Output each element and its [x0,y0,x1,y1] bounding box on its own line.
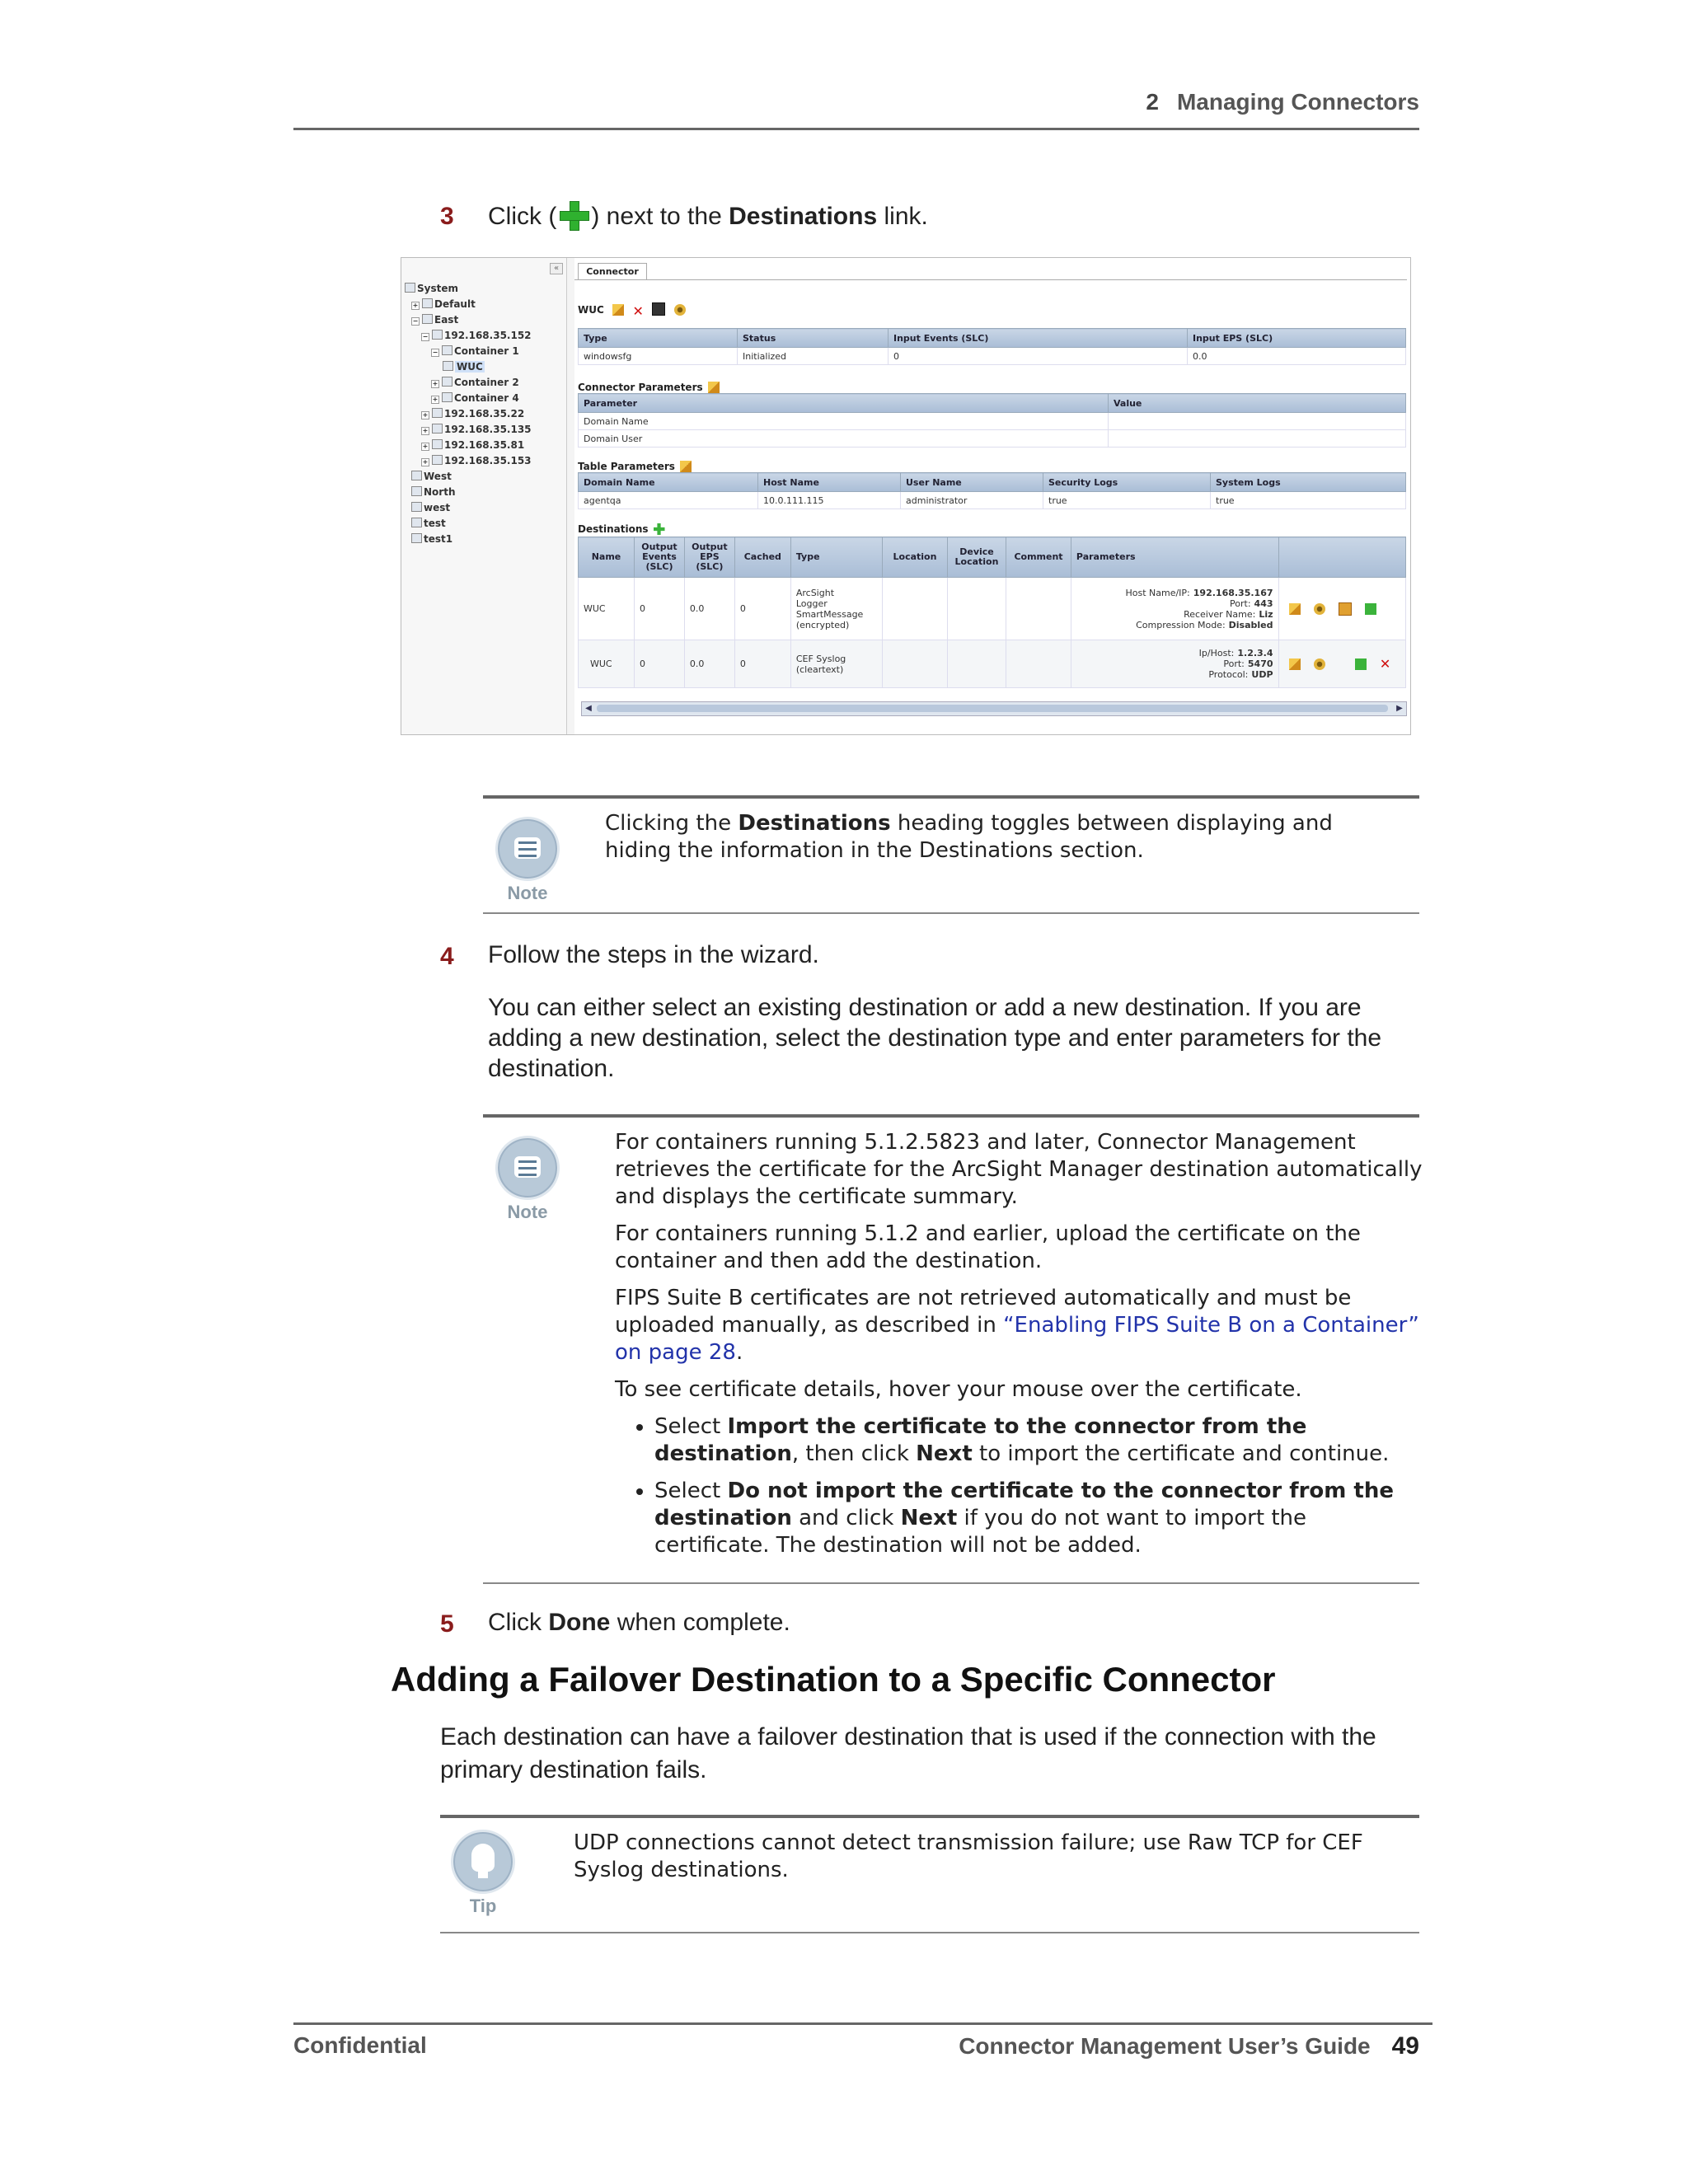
tip-label: Tip [469,1896,497,1916]
param-value: 5470 [1247,658,1273,669]
col-input-eps: Input EPS (SLC) [1188,329,1406,348]
hdr-line: Device [959,546,994,557]
destination-action-icon[interactable] [1355,658,1367,670]
collapse-icon[interactable]: − [422,333,429,340]
folder-icon [432,408,443,418]
tree-item[interactable] [421,424,532,435]
note-1-text [605,810,1396,865]
tree-item-label: North [424,486,456,498]
col-value: Value [1109,394,1406,413]
cell [883,640,948,688]
edit-icon[interactable] [612,304,624,316]
cell: Initialized [738,348,889,365]
connector-parameters-title: Connector Parameters [578,382,703,393]
type-line: CEF Syslog [795,653,846,664]
connector-screenshot [401,257,1411,735]
cell [947,640,1006,688]
cell: true [1043,492,1211,509]
col-output-events [635,537,685,578]
col-type: Type [790,537,882,578]
col-output-eps [684,537,734,578]
bullet-2-pre: Select [654,1479,721,1503]
tree-item-label: Container 1 [454,345,519,357]
folder-icon [443,361,453,371]
hdr-line: Location [954,556,999,567]
note-2-p4: To see certificate details, hover your mouse over the certificate. [615,1377,1302,1402]
cell: 0.0 [1188,348,1406,365]
cell: 10.0.111.115 [758,492,901,509]
tree-item-label: Default [434,298,476,310]
bullet-2-post: if you do not want to import the certificate. The destination will not be added. [654,1506,1306,1558]
hdr-line: Output [692,541,728,552]
param-key: Ip/Host: [1198,648,1235,658]
step-3-pre: Click ( [488,203,557,230]
tree-item[interactable] [405,283,458,294]
bullet-1-mid: , then click [791,1441,909,1466]
connector-parameters-table [578,393,1406,448]
footer-guide-title: Connector Management User’s Guide [959,2033,1371,2059]
tree-item-label: west [424,502,451,513]
table-parameters-table [578,472,1406,509]
table-row [579,413,1406,430]
folder-icon [432,424,443,434]
edit-destination-icon[interactable] [1289,603,1301,615]
tree-item[interactable] [411,298,476,310]
tree-item[interactable] [411,518,446,529]
col-user-name: User Name [901,473,1043,492]
footer-rule [293,2022,1432,2025]
table-parameters-title: Table Parameters [578,461,675,472]
cell-actions [1278,640,1405,688]
folder-icon [411,486,422,496]
bullet-2-mid: and click [799,1506,894,1530]
note-icon [495,817,560,904]
delete-icon[interactable]: ✕ [632,303,644,319]
step-3-end: link. [884,203,928,230]
cell-parameters [1071,640,1278,688]
note-2-p3 [615,1285,1423,1366]
step-5-text [488,1609,790,1637]
type-line: ArcSight [795,587,835,598]
tree-item-label: Container 2 [454,377,519,388]
tree-item-label: 192.168.35.81 [444,439,525,451]
step-5-bold: Done [548,1609,611,1636]
folder-icon [411,502,422,512]
param-value: Disabled [1228,619,1273,630]
bullet-1-pre: Select [654,1414,721,1439]
tree-item-label: 192.168.35.152 [444,330,532,341]
hdr-line: Output [641,541,678,552]
table-row [579,430,1406,448]
param-value: 192.168.35.167 [1193,587,1273,598]
tab-divider [574,279,1407,280]
tree-item[interactable] [443,361,485,373]
collapse-icon[interactable]: − [432,349,438,356]
note-label: Note [507,883,548,903]
cell: 0 [889,348,1188,365]
step-3-bold: Destinations [729,203,878,230]
col-host-name: Host Name [758,473,901,492]
cell: 0 [734,578,790,640]
col-domain-name: Domain Name [579,473,758,492]
col-device-location [947,537,1006,578]
tree-item[interactable] [421,408,524,419]
param-value: 443 [1254,598,1273,609]
tree-item-label: test [424,518,446,529]
folder-icon [411,533,422,543]
tree-item[interactable] [411,502,450,513]
tree-item[interactable] [421,330,532,341]
bullet-2-bold: Do not import the certificate to the connector from the destination [654,1479,1394,1530]
col-status: Status [738,329,889,348]
section-heading: Adding a Failover Destination to a Specific Connector [391,1660,1276,1699]
param-key: Host Name/IP: [1125,587,1190,598]
cell-parameters [1071,578,1278,640]
bullet-1-next: Next [916,1441,973,1466]
note-1-post: heading toggles between displaying and hiding the information in the Destinations section. [605,811,1333,863]
step-4-number: 4 [440,943,454,970]
cell [947,578,1006,640]
col-name: Name [579,537,635,578]
page-number: 49 [1391,2032,1419,2060]
fips-suite-b-link[interactable]: “Enabling FIPS Suite B on a Container” on page 28 [615,1313,1419,1365]
tool-icon[interactable] [674,304,686,316]
cell [1006,578,1071,640]
col-type: Type [579,329,738,348]
col-comment: Comment [1006,537,1071,578]
cell-type [790,578,882,640]
table-row [579,348,1406,365]
list-item [654,1478,1423,1559]
step-4-paragraph: You can either select an existing destination or add a new destination. If you are adding a new destination, select the destination type and enter parameters for the destination. [488,994,1382,1082]
cell: 0 [635,640,685,688]
connector-pane [574,258,1410,734]
terminal-icon[interactable] [652,302,665,316]
cell: Domain Name [579,413,1109,430]
type-line: (encrypted) [795,619,850,630]
step-5-post: when complete. [617,1609,790,1636]
type-line: (cleartext) [795,663,844,675]
tip-icon [450,1830,516,1917]
tree-item[interactable] [411,486,455,498]
tree-item[interactable] [431,377,519,388]
add-plus-icon [560,201,588,229]
connector-parameters-heading [578,382,720,393]
col-parameter: Parameter [579,394,1109,413]
connector-name-row [578,302,686,317]
note-icon [495,1136,560,1223]
note-2-bullets [615,1413,1423,1559]
cell: 0.0 [684,578,734,640]
note-2-p1: For containers running 5.1.2.5823 and later, Connector Management retrieves the certificate for the ArcSight Manager destination automatically and displays the certificate summary. [615,1130,1423,1209]
tab-connector[interactable]: Connector [578,263,647,280]
param-key: Compression Mode: [1136,619,1226,630]
note-box-1 [483,795,1419,914]
tree-item-label: West [424,471,452,482]
footer-confidential: Confidential [293,2032,427,2058]
folder-icon [442,345,452,355]
folder-icon [405,283,415,293]
note-badge [495,1136,560,1200]
failover-icon[interactable] [1339,602,1352,616]
settings-gear-icon[interactable] [1314,603,1325,615]
param-key: Port: [1223,658,1245,669]
delete-destination-icon[interactable]: ✕ [1379,655,1391,672]
running-header [293,89,1419,115]
cell: administrator [901,492,1043,509]
cell: Domain User [579,430,1109,448]
cell: 0 [734,640,790,688]
hdr-line: Events [642,551,677,562]
folder-icon [432,439,443,449]
type-line: SmartMessage [795,608,864,620]
expand-icon[interactable]: + [432,396,438,403]
table-row [579,492,1406,509]
expand-icon[interactable]: + [422,427,429,434]
list-item [654,1413,1423,1468]
collapse-icon[interactable]: − [412,317,419,325]
cell [883,578,948,640]
header-rule [293,128,1419,130]
tree-item[interactable] [431,345,519,357]
tree-item-label: test1 [424,533,453,545]
param-value: 1.2.3.4 [1237,648,1273,658]
scroll-right-icon[interactable]: ▶ [1396,704,1403,713]
note-box-2 [483,1114,1423,1584]
note-badge [495,817,560,881]
destinations-table [578,537,1406,688]
hdr-line: (SLC) [696,561,724,572]
tree-item-label: WUC [457,361,483,373]
step-3-post: ) next to the [591,203,722,230]
param-value: Liz [1259,608,1273,620]
section-paragraph: Each destination can have a failover destination that is used if the connection with the primary destination fails. [440,1723,1376,1783]
tree-item-label: 192.168.35.153 [444,455,532,466]
table-row [579,578,1406,640]
cell: 0.0 [684,640,734,688]
destinations-heading[interactable] [578,523,665,535]
horizontal-scrollbar[interactable] [581,701,1407,716]
note-label: Note [507,1202,548,1222]
col-actions [1278,537,1405,578]
note-2-p3-post: . [735,1340,743,1365]
settings-gear-icon[interactable] [1314,658,1325,670]
col-input-events: Input Events (SLC) [889,329,1188,348]
navigation-tree [401,258,567,734]
folder-icon [442,392,452,402]
folder-icon [411,518,422,527]
edit-icon[interactable] [680,461,692,472]
folder-icon [432,455,443,465]
tree-item-label: Container 4 [454,392,519,404]
cell: windowsfg [579,348,738,365]
col-location: Location [883,537,948,578]
hdr-line: (SLC) [645,561,673,572]
tree-item[interactable] [411,314,458,326]
scroll-left-icon[interactable]: ◀ [585,704,592,713]
folder-icon [411,471,422,480]
bullet-1-post: to import the certificate and continue. [979,1441,1390,1466]
col-parameters: Parameters [1071,537,1278,578]
table-row [579,640,1406,688]
param-value: UDP [1251,669,1273,680]
tree-item[interactable] [421,439,524,451]
tree-item[interactable] [411,471,452,482]
edit-icon[interactable] [708,382,720,393]
expand-icon[interactable]: + [422,458,429,466]
cell: WUC [579,640,635,688]
step-4-text: Follow the steps in the wizard. [488,941,819,968]
col-system-logs: System Logs [1211,473,1406,492]
expand-icon[interactable]: + [412,302,419,309]
col-cached: Cached [734,537,790,578]
folder-icon [422,314,433,324]
expand-icon[interactable]: + [422,443,429,450]
step-3-number: 3 [440,203,454,230]
tree-item-label: System [417,283,458,294]
cell [1006,640,1071,688]
tip-text: UDP connections cannot detect transmission failure; use Raw TCP for CEF Syslog destinations. [574,1830,1363,1882]
cell [1109,430,1406,448]
folder-icon [422,298,433,308]
bullet-1-bold: Import the certificate to the connector from the destination [654,1414,1307,1466]
col-security-logs: Security Logs [1043,473,1211,492]
cell: WUC [579,578,635,640]
lightbulb-icon [451,1830,515,1894]
tree-item-label: 192.168.35.135 [444,424,532,435]
step-3-text [488,201,928,231]
cell-type [790,640,882,688]
tip-box [440,1815,1419,1933]
param-key: Protocol: [1208,669,1249,680]
expand-icon[interactable]: + [422,411,429,419]
destination-action-icon[interactable] [1365,603,1376,615]
type-line: Logger [795,598,828,609]
add-destination-icon[interactable] [654,523,665,535]
note-1-bold: Destinations [738,811,891,836]
table-parameters-heading [578,461,692,472]
tree-item-label: 192.168.35.22 [444,408,525,419]
folder-icon [442,377,452,387]
tree-item[interactable] [421,455,532,466]
note-2-p3-pre: FIPS Suite B certificates are not retrieved automatically and must be uploaded manually, as described in [615,1286,1352,1338]
step-5-number: 5 [440,1610,454,1638]
edit-destination-icon[interactable] [1289,658,1301,670]
chapter-title: Managing Connectors [1176,89,1419,115]
status-table [578,328,1406,365]
scrollbar-thumb[interactable] [597,705,1388,712]
tree-item[interactable] [411,533,452,545]
expand-icon[interactable]: + [432,380,438,387]
connector-name: WUC [578,304,604,316]
folder-icon [432,330,443,340]
param-key: Receiver Name: [1184,608,1256,620]
cell: agentqa [579,492,758,509]
note-2-text [615,1129,1423,1569]
param-key: Port: [1230,598,1251,609]
step-5-pre: Click [488,1609,542,1636]
tree-item[interactable] [431,392,519,404]
cell-actions [1278,578,1405,640]
note-2-p2: For containers running 5.1.2 and earlier, upload the certificate on the container and then add the destination. [615,1221,1361,1273]
cell: true [1211,492,1406,509]
tree-item-label: East [434,314,459,326]
collapse-tree-button[interactable]: « [550,263,563,274]
bullet-2-next: Next [900,1506,958,1530]
destinations-link[interactable]: Destinations [578,523,649,535]
footer-right [824,2032,1419,2060]
hdr-line: EPS [700,551,720,562]
chapter-number: 2 [1146,89,1159,115]
cell [1109,413,1406,430]
note-1-pre: Clicking the [605,811,732,836]
cell: 0 [635,578,685,640]
